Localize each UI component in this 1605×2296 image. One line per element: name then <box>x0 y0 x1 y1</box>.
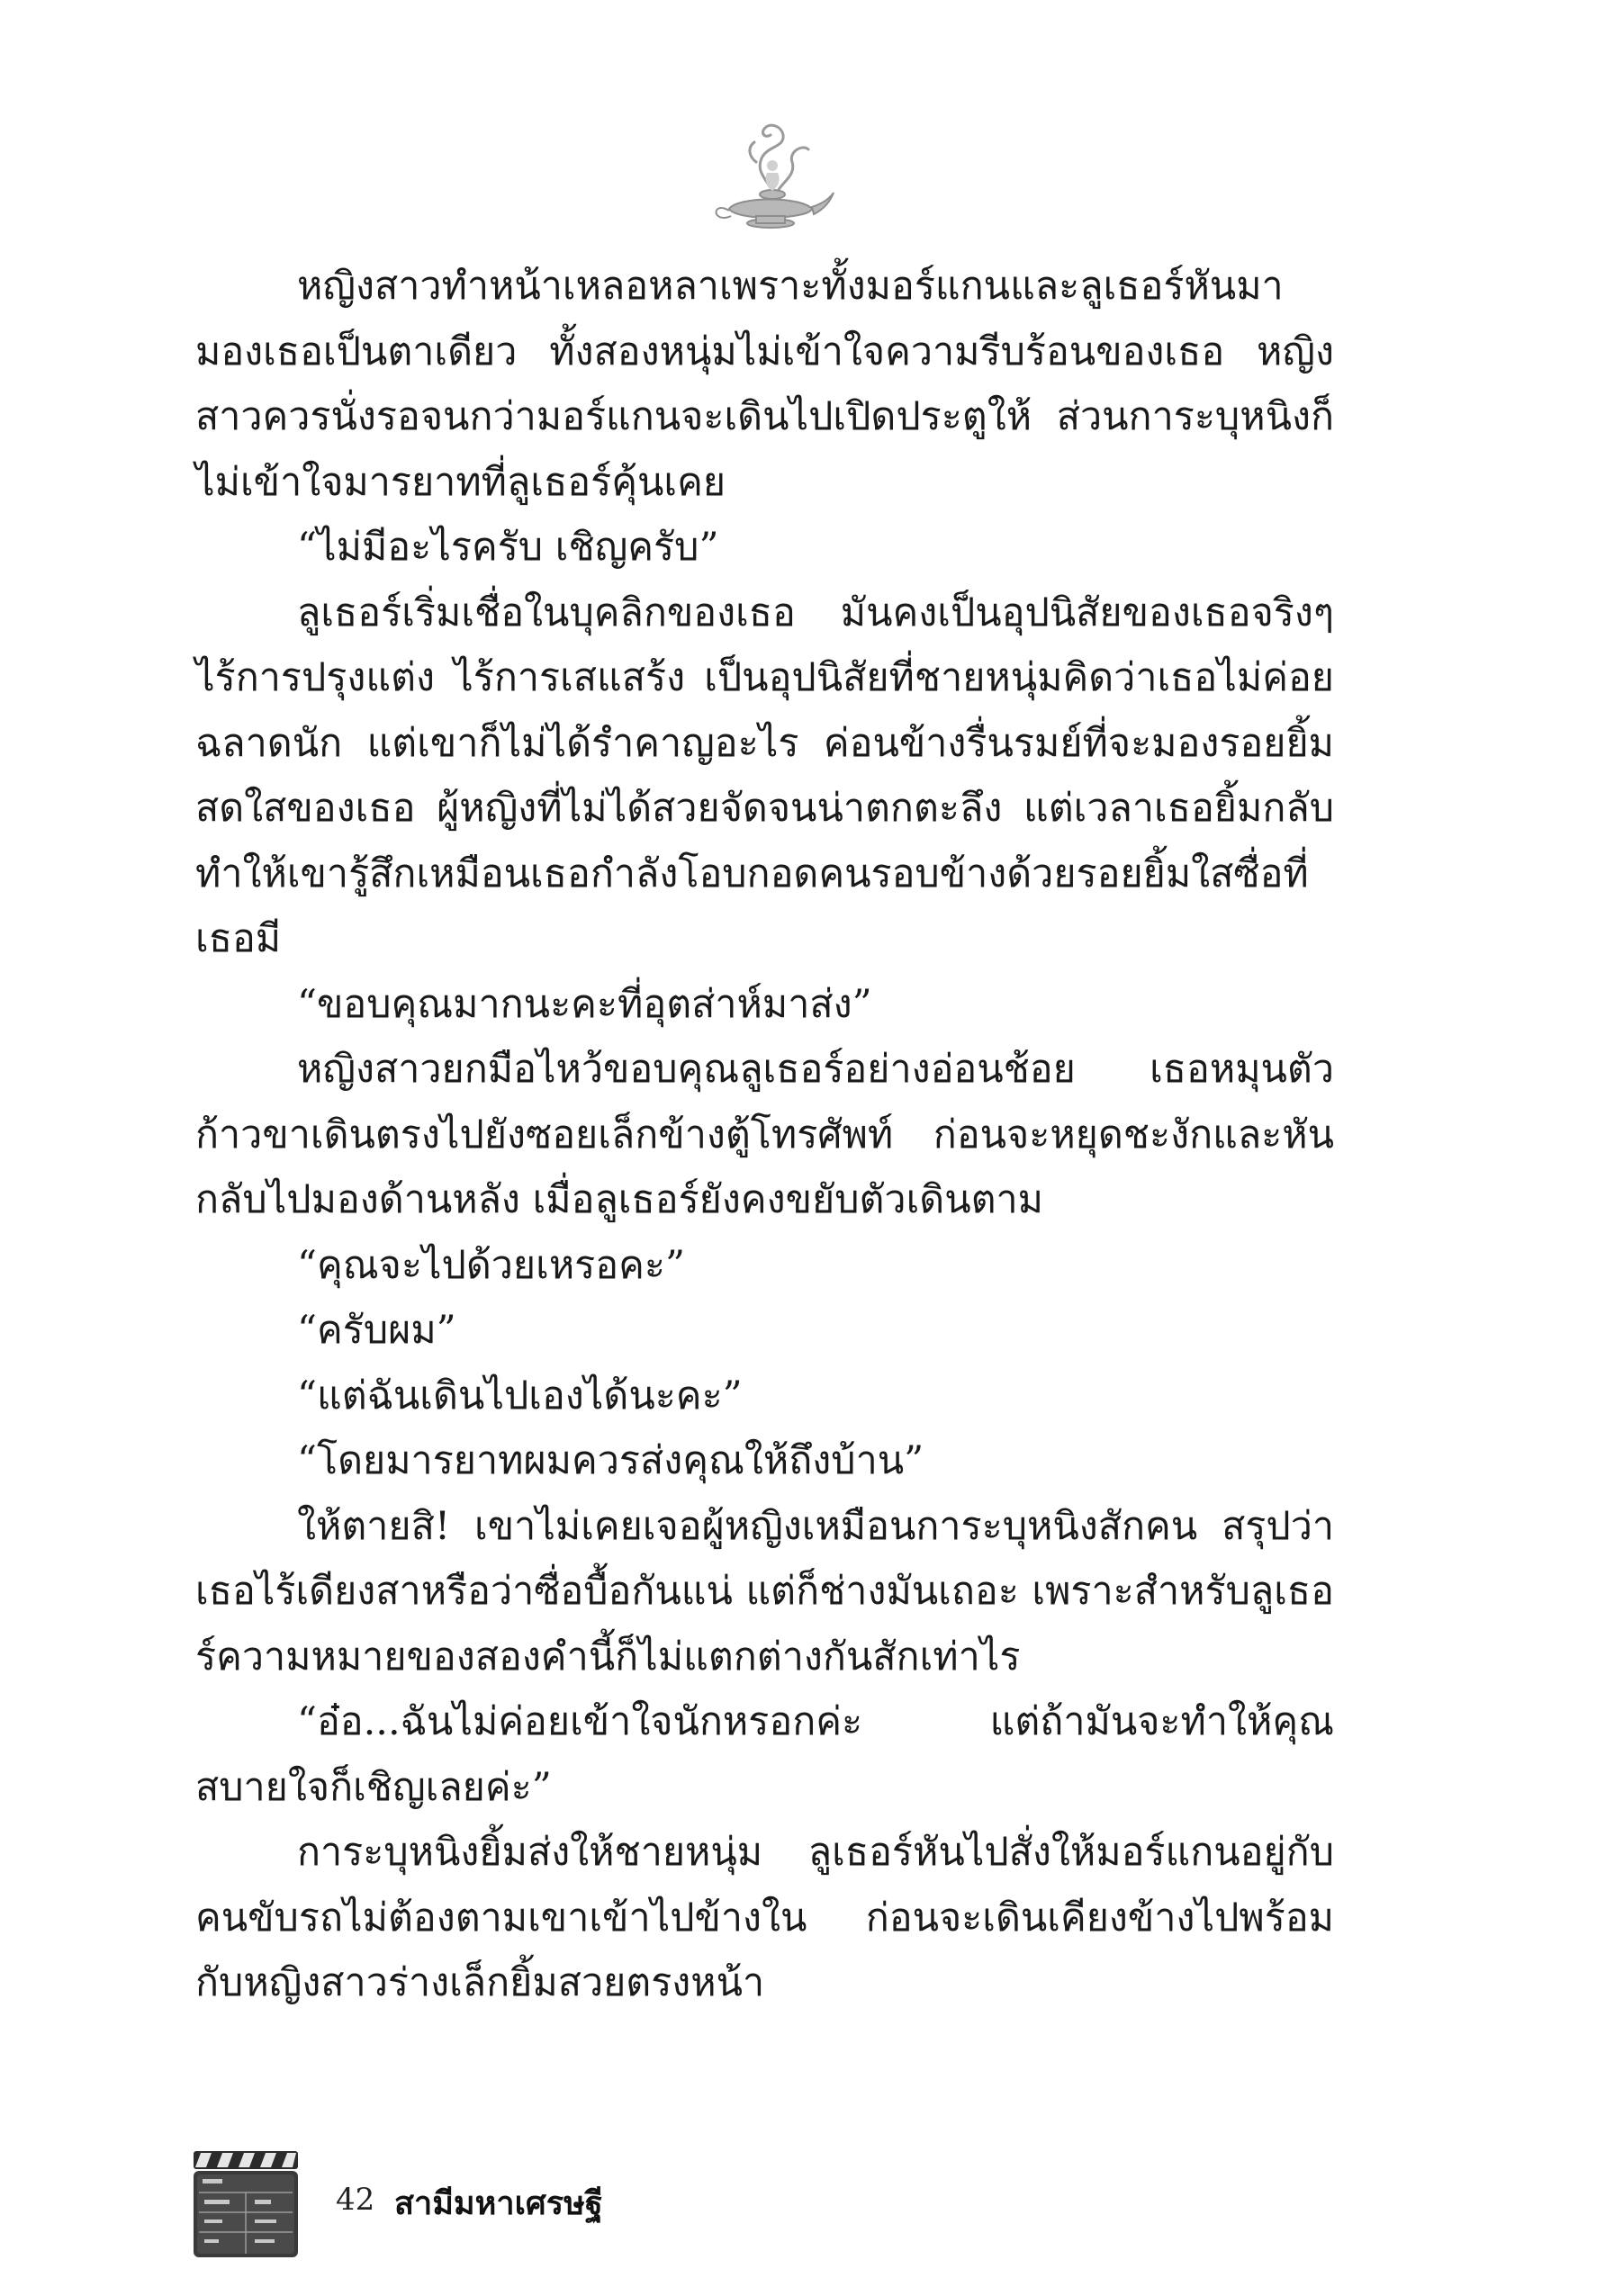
paragraph: ลูเธอร์เริ่มเชื่อในบุคลิกของเธอ มันคงเป็นอุปนิสัยของเธอจริงๆ ไร้การปรุงแต่ง ไร้การเสแสร้ง เป็นอุปนิสัยที่ชายหนุ่มคิดว่าเธอไม่ค่อยฉลาดนัก แต่เขาก็ไม่ได้รำคาญอะไร ค่อนข้างรื่นรมย์ที่จะมองรอยยิ้มสดใสของเธอ ผู้หญิงที่ไม่ได้สวยจัดจนน่าตกตะลึง แต่เวลาเธอยิ้มกลับทำให้เขารู้สึกเหมือนเธอกำลังโอบกอดคนรอบข้างด้วยรอยยิ้มใสซื่อที่เธอมี <box>195 590 1334 961</box>
dialogue-line: “คุณจะไปด้วยเหรอคะ” <box>297 1242 685 1288</box>
paragraph: การะบุหนิงยิ้มส่งให้ชายหนุ่ม ลูเธอร์หันไปสั่งให้มอร์แกนอยู่กับคนขับรถไม่ต้องตามเขาเข้าไปข้างใน ก่อนจะเดินเคียงข้างไปพร้อมกับหญิงสาวร่างเล็กยิ้มสวยตรงหน้า <box>195 1830 1334 2005</box>
book-title: สามีมหาเศรษฐี <box>394 2185 603 2222</box>
clapperboard-icon <box>192 2149 300 2259</box>
magic-lamp-icon <box>702 108 837 243</box>
dialogue-line: “ไม่มีอะไรครับ เชิญครับ” <box>297 525 719 570</box>
paragraph: “อ๋อ...ฉันไม่ค่อยเข้าใจนักหรอกค่ะ แต่ถ้ามันจะทำให้คุณสบายใจก็เชิญเลยค่ะ” <box>195 1699 1334 1810</box>
page-footer <box>192 2149 822 2259</box>
dialogue-line: “ขอบคุณมากนะคะที่อุตส่าห์มาส่ง” <box>297 981 872 1027</box>
paragraph: ให้ตายสิ! เขาไม่เคยเจอผู้หญิงเหมือนการะบุหนิงสักคน สรุปว่าเธอไร้เดียงสาหรือว่าซื่อบื้อกันแน่ แต่ก็ช่างมันเถอะ เพราะสำหรับลูเธอร์ความหมายของสองคำนี้ก็ไม่แตกต่างกันสักเท่าไร <box>195 1503 1334 1679</box>
paragraph: หญิงสาวทำหน้าเหลอหลาเพราะทั้งมอร์แกนและลูเธอร์หันมามองเธอเป็นตาเดียว ทั้งสองหนุ่มไม่เข้าใจความรีบร้อนของเธอ หญิงสาวควรนั่งรอจนกว่ามอร์แกนจะเดินไปเปิดประตูให้ ส่วนการะบุหนิงก็ไม่เข้าใจมารยาทที่ลูเธอร์คุ้นเคย <box>195 264 1334 505</box>
dialogue-line: “แต่ฉันเดินไปเองได้นะคะ” <box>297 1373 743 1418</box>
dialogue-line: “ครับผม” <box>297 1308 456 1353</box>
dialogue-line: “โดยมารยาทผมควรส่งคุณให้ถึงบ้าน” <box>297 1438 924 1483</box>
paragraph: หญิงสาวยกมือไหว้ขอบคุณลูเธอร์อย่างอ่อนช้อย เธอหมุนตัวก้าวขาเดินตรงไปยังซอยเล็กข้างตู้โทรศัพท์ ก่อนจะหยุดชะงักและหันกลับไปมองด้านหลัง เมื่อลูเธอร์ยังคงขยับตัวเดินตาม <box>195 1047 1334 1222</box>
body-text <box>195 254 1334 2016</box>
page-number: 42 <box>336 2182 375 2218</box>
